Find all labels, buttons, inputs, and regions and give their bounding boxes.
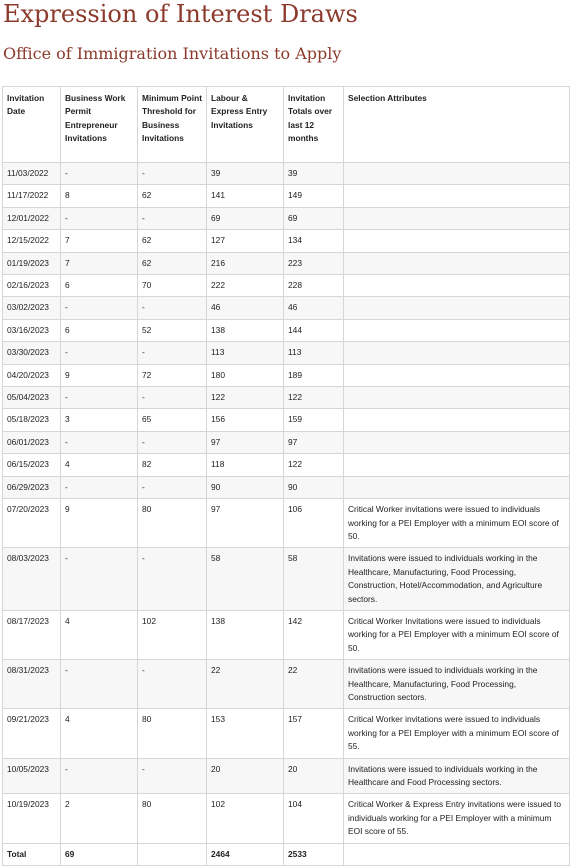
cell-business-invitations: 7	[61, 252, 138, 274]
table-row	[3, 409, 570, 431]
cell-invitation-totals: 58	[284, 548, 344, 611]
header-minimum-points: Minimum Point Threshold for Business Invitations	[138, 87, 207, 163]
total-labour-express-entry: 2464	[207, 843, 284, 865]
table-row	[3, 163, 570, 185]
cell-business-invitations: -	[61, 163, 138, 185]
table-row	[3, 342, 570, 364]
cell-selection-attributes	[344, 275, 570, 297]
table-header-row	[3, 87, 570, 163]
cell-selection-attributes: Invitations were issued to individuals working in the Healthcare, Manufacturing, Food Processing, Construction, Hotel/Accommodation, and Agriculture sectors.	[344, 548, 570, 611]
total-business-invitations: 69	[61, 843, 138, 865]
header-labour-express-entry: Labour & Express Entry Invitations	[207, 87, 284, 163]
cell-date: 05/18/2023	[3, 409, 61, 431]
cell-minimum-points: -	[138, 163, 207, 185]
cell-minimum-points: 72	[138, 364, 207, 386]
cell-business-invitations: 4	[61, 610, 138, 659]
table-row	[3, 297, 570, 319]
cell-labour-express-entry: 46	[207, 297, 284, 319]
cell-invitation-totals: 223	[284, 252, 344, 274]
cell-business-invitations: 4	[61, 454, 138, 476]
cell-selection-attributes: Critical Worker & Express Entry invitations were issued to individuals working for a PEI Employer with a minimum EOI score of 55.	[344, 794, 570, 843]
total-selection-attributes	[344, 843, 570, 865]
cell-labour-express-entry: 138	[207, 319, 284, 341]
cell-invitation-totals: 134	[284, 230, 344, 252]
cell-selection-attributes: Invitations were issued to individuals working in the Healthcare, Manufacturing, Food Processing, Construction sectors.	[344, 660, 570, 709]
cell-business-invitations: 6	[61, 275, 138, 297]
page-title: Expression of Interest Draws	[3, 0, 358, 28]
cell-invitation-totals: 46	[284, 297, 344, 319]
cell-minimum-points: 70	[138, 275, 207, 297]
cell-minimum-points: 65	[138, 409, 207, 431]
cell-date: 04/20/2023	[3, 364, 61, 386]
cell-business-invitations: 9	[61, 364, 138, 386]
cell-selection-attributes	[344, 207, 570, 229]
cell-labour-express-entry: 22	[207, 660, 284, 709]
cell-labour-express-entry: 122	[207, 387, 284, 409]
cell-business-invitations: -	[61, 758, 138, 794]
total-minimum-points	[138, 843, 207, 865]
cell-minimum-points: -	[138, 660, 207, 709]
cell-selection-attributes	[344, 252, 570, 274]
table-row	[3, 476, 570, 498]
table-total-row	[3, 843, 570, 865]
cell-invitation-totals: 122	[284, 387, 344, 409]
cell-date: 12/01/2022	[3, 207, 61, 229]
cell-selection-attributes	[344, 431, 570, 453]
total-invitation-totals: 2533	[284, 843, 344, 865]
cell-minimum-points: -	[138, 387, 207, 409]
table-row	[3, 431, 570, 453]
cell-minimum-points: -	[138, 758, 207, 794]
cell-date: 11/17/2022	[3, 185, 61, 207]
cell-minimum-points: 82	[138, 454, 207, 476]
cell-date: 05/04/2023	[3, 387, 61, 409]
cell-labour-express-entry: 90	[207, 476, 284, 498]
table-row	[3, 548, 570, 611]
header-selection-attributes: Selection Attributes	[344, 87, 570, 163]
cell-minimum-points: 80	[138, 709, 207, 758]
cell-date: 02/16/2023	[3, 275, 61, 297]
cell-invitation-totals: 69	[284, 207, 344, 229]
cell-invitation-totals: 149	[284, 185, 344, 207]
cell-date: 10/05/2023	[3, 758, 61, 794]
cell-labour-express-entry: 138	[207, 610, 284, 659]
cell-invitation-totals: 104	[284, 794, 344, 843]
cell-invitation-totals: 122	[284, 454, 344, 476]
cell-minimum-points: 80	[138, 499, 207, 548]
page-subtitle: Office of Immigration Invitations to Apply	[3, 44, 342, 63]
cell-invitation-totals: 20	[284, 758, 344, 794]
cell-business-invitations: 3	[61, 409, 138, 431]
header-invitation-totals: Invitation Totals over last 12 months	[284, 87, 344, 163]
cell-business-invitations: 9	[61, 499, 138, 548]
cell-business-invitations: 8	[61, 185, 138, 207]
cell-business-invitations: -	[61, 660, 138, 709]
cell-date: 06/29/2023	[3, 476, 61, 498]
cell-minimum-points: -	[138, 476, 207, 498]
cell-date: 11/03/2022	[3, 163, 61, 185]
cell-business-invitations: -	[61, 342, 138, 364]
cell-selection-attributes	[344, 319, 570, 341]
table-row	[3, 758, 570, 794]
cell-selection-attributes	[344, 409, 570, 431]
cell-labour-express-entry: 20	[207, 758, 284, 794]
cell-selection-attributes	[344, 476, 570, 498]
cell-selection-attributes	[344, 185, 570, 207]
cell-invitation-totals: 106	[284, 499, 344, 548]
cell-business-invitations: 2	[61, 794, 138, 843]
draws-table	[2, 86, 570, 866]
table-row	[3, 207, 570, 229]
cell-invitation-totals: 157	[284, 709, 344, 758]
cell-date: 03/30/2023	[3, 342, 61, 364]
cell-invitation-totals: 39	[284, 163, 344, 185]
table-row	[3, 230, 570, 252]
cell-labour-express-entry: 58	[207, 548, 284, 611]
cell-invitation-totals: 97	[284, 431, 344, 453]
cell-minimum-points: 62	[138, 185, 207, 207]
table-row	[3, 364, 570, 386]
cell-date: 06/15/2023	[3, 454, 61, 476]
cell-business-invitations: -	[61, 431, 138, 453]
cell-business-invitations: 4	[61, 709, 138, 758]
cell-minimum-points: 80	[138, 794, 207, 843]
cell-labour-express-entry: 97	[207, 499, 284, 548]
cell-invitation-totals: 90	[284, 476, 344, 498]
cell-minimum-points: 102	[138, 610, 207, 659]
cell-labour-express-entry: 216	[207, 252, 284, 274]
cell-minimum-points: 52	[138, 319, 207, 341]
cell-business-invitations: -	[61, 476, 138, 498]
cell-labour-express-entry: 69	[207, 207, 284, 229]
cell-minimum-points: -	[138, 431, 207, 453]
cell-selection-attributes: Invitations were issued to individuals working in the Healthcare and Food Processing sectors.	[344, 758, 570, 794]
cell-date: 08/03/2023	[3, 548, 61, 611]
cell-labour-express-entry: 102	[207, 794, 284, 843]
table-row	[3, 709, 570, 758]
cell-labour-express-entry: 153	[207, 709, 284, 758]
cell-date: 03/16/2023	[3, 319, 61, 341]
cell-business-invitations: 6	[61, 319, 138, 341]
table-row	[3, 319, 570, 341]
cell-selection-attributes	[344, 342, 570, 364]
cell-business-invitations: -	[61, 207, 138, 229]
table-row	[3, 610, 570, 659]
cell-labour-express-entry: 39	[207, 163, 284, 185]
cell-minimum-points: -	[138, 342, 207, 364]
cell-date: 01/19/2023	[3, 252, 61, 274]
cell-invitation-totals: 22	[284, 660, 344, 709]
cell-labour-express-entry: 156	[207, 409, 284, 431]
cell-minimum-points: -	[138, 297, 207, 319]
cell-date: 07/20/2023	[3, 499, 61, 548]
cell-invitation-totals: 113	[284, 342, 344, 364]
cell-selection-attributes: Critical Worker Invitations were issued to individuals working for a PEI Employer with a minimum EOI score of 50.	[344, 610, 570, 659]
cell-labour-express-entry: 118	[207, 454, 284, 476]
cell-invitation-totals: 144	[284, 319, 344, 341]
cell-labour-express-entry: 97	[207, 431, 284, 453]
cell-date: 09/21/2023	[3, 709, 61, 758]
cell-business-invitations: 7	[61, 230, 138, 252]
cell-invitation-totals: 159	[284, 409, 344, 431]
cell-selection-attributes: Critical Worker invitations were issued to individuals working for a PEI Employer with a minimum EOI score of 50.	[344, 499, 570, 548]
table-row	[3, 794, 570, 843]
cell-business-invitations: -	[61, 387, 138, 409]
cell-invitation-totals: 228	[284, 275, 344, 297]
cell-invitation-totals: 189	[284, 364, 344, 386]
cell-labour-express-entry: 222	[207, 275, 284, 297]
cell-selection-attributes	[344, 364, 570, 386]
total-label: Total	[3, 843, 61, 865]
header-business-invitations: Business Work Permit Entrepreneur Invitations	[61, 87, 138, 163]
cell-labour-express-entry: 113	[207, 342, 284, 364]
table-row	[3, 185, 570, 207]
cell-date: 08/31/2023	[3, 660, 61, 709]
cell-minimum-points: 62	[138, 230, 207, 252]
table-row	[3, 454, 570, 476]
table-row	[3, 275, 570, 297]
cell-date: 08/17/2023	[3, 610, 61, 659]
cell-date: 12/15/2022	[3, 230, 61, 252]
cell-business-invitations: -	[61, 297, 138, 319]
cell-business-invitations: -	[61, 548, 138, 611]
cell-selection-attributes	[344, 230, 570, 252]
cell-date: 06/01/2023	[3, 431, 61, 453]
cell-selection-attributes	[344, 297, 570, 319]
cell-minimum-points: -	[138, 207, 207, 229]
cell-date: 03/02/2023	[3, 297, 61, 319]
table-row	[3, 387, 570, 409]
cell-labour-express-entry: 127	[207, 230, 284, 252]
cell-labour-express-entry: 180	[207, 364, 284, 386]
cell-minimum-points: -	[138, 548, 207, 611]
cell-invitation-totals: 142	[284, 610, 344, 659]
table-row	[3, 252, 570, 274]
header-invitation-date: Invitation Date	[3, 87, 61, 163]
table-row	[3, 499, 570, 548]
table-row	[3, 660, 570, 709]
cell-minimum-points: 62	[138, 252, 207, 274]
cell-selection-attributes	[344, 454, 570, 476]
cell-selection-attributes: Critical Worker invitations were issued to individuals working for a PEI Employer with a minimum EOI score of 55.	[344, 709, 570, 758]
cell-labour-express-entry: 141	[207, 185, 284, 207]
cell-selection-attributes	[344, 387, 570, 409]
cell-date: 10/19/2023	[3, 794, 61, 843]
cell-selection-attributes	[344, 163, 570, 185]
